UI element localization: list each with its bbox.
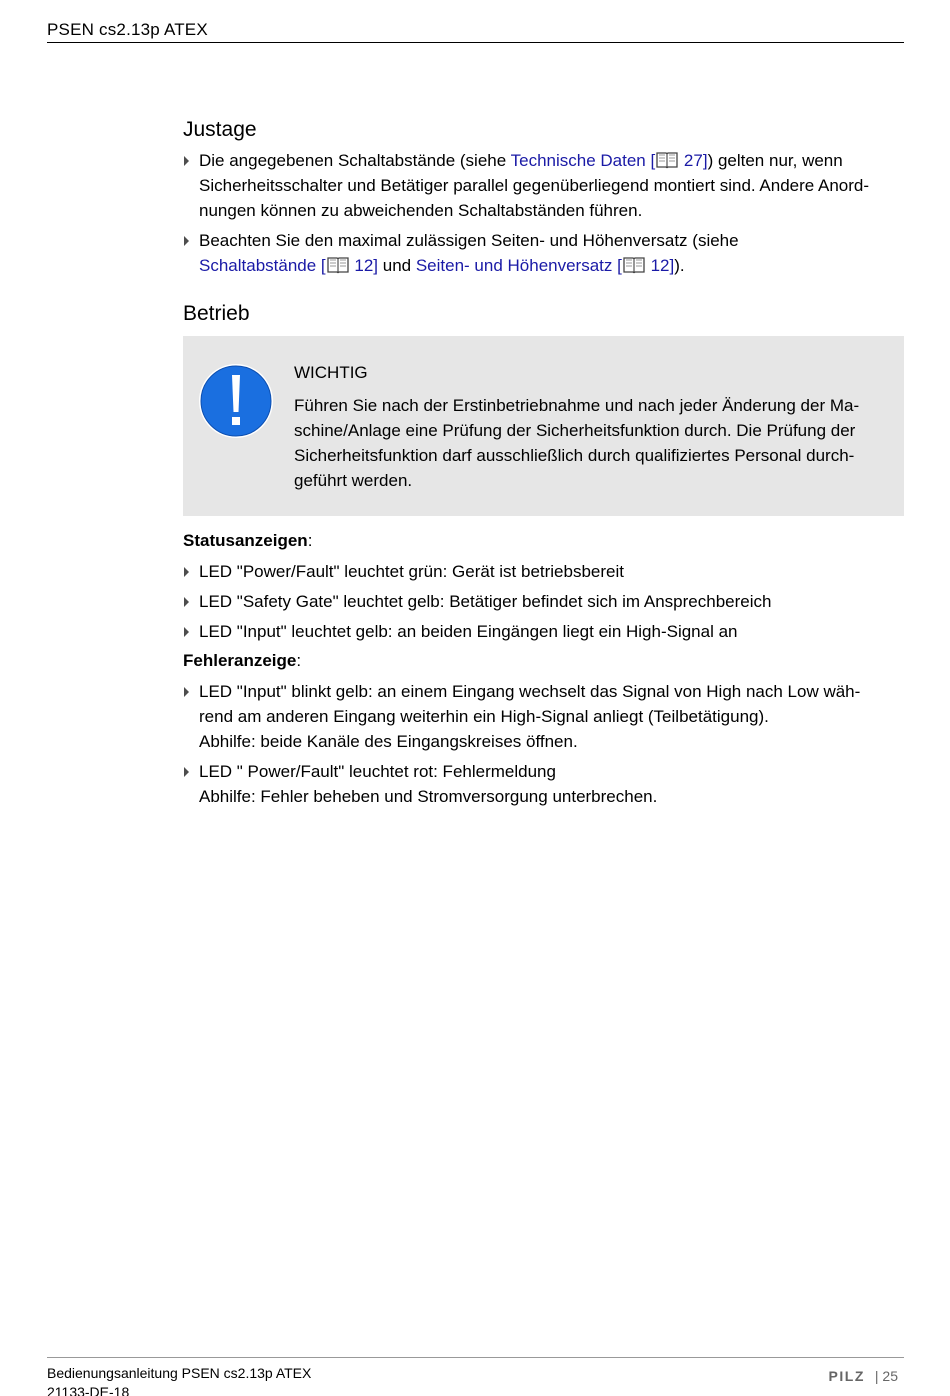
- fehler-list: [183, 679, 904, 809]
- page-number: | 25: [874, 1368, 898, 1384]
- fehler-item-2-line2: Abhilfe: Fehler beheben und Stromversorgung unterbrechen.: [199, 787, 658, 806]
- seitenversatz-link[interactable]: [416, 256, 674, 275]
- notice-body: [294, 361, 889, 493]
- bullet-arrow-icon: [184, 156, 189, 166]
- status-label: [183, 529, 904, 553]
- fehler-item-2-line1: LED " Power/Fault" leuchtet rot: Fehlermeldung: [199, 762, 556, 781]
- status-item-text: LED "Input" leuchtet gelb: an beiden Eingängen liegt ein High-Signal an: [199, 622, 738, 641]
- footer-right: [829, 1368, 898, 1384]
- justage-item-1-post: ) gelten nur, wenn: [707, 151, 843, 170]
- notice-text: [294, 393, 889, 493]
- exclamation-icon: [197, 362, 275, 440]
- seitenversatz-link-page: 12]: [645, 256, 675, 275]
- fehler-label-text: Fehleranzeige: [183, 651, 297, 670]
- fehler-item-1-line1: LED "Input" blinkt gelb: an einem Eingang wechselt das Signal von High nach Low wäh-: [199, 682, 861, 701]
- header-title: PSEN cs2.13p ATEX: [47, 20, 208, 39]
- status-label-text: Statusanzeigen: [183, 531, 308, 550]
- justage-item-1-line2: Sicherheitsschalter und Betätiger parallel gegenüberliegend montiert sind. Andere Anord-: [199, 176, 870, 195]
- bullet-arrow-icon: [184, 627, 189, 637]
- bullet-arrow-icon: [184, 567, 189, 577]
- justage-item-2-between: und: [378, 256, 416, 275]
- fehler-item-1-line2: rend am anderen Eingang weiterhin ein High-Signal anliegt (Teilbetätigung).: [199, 707, 769, 726]
- schaltabstaende-link-text: Schaltabstände [: [199, 256, 326, 275]
- page-content: [183, 116, 904, 814]
- seitenversatz-link-text: Seiten- und Höhenversatz [: [415, 256, 622, 275]
- notice-title: WICHTIG: [294, 363, 368, 382]
- fehler-label-colon: :: [296, 651, 302, 670]
- bullet-arrow-icon: [184, 236, 189, 246]
- book-icon: [656, 151, 678, 169]
- status-list: [183, 559, 904, 644]
- footer-doc-number: 21133-DE-18: [47, 1384, 130, 1396]
- fehler-item-2: [183, 759, 904, 809]
- technische-daten-link-page: 27]: [679, 151, 708, 170]
- notice-line: schine/Anlage eine Prüfung der Sicherheitsfunktion durch. Die Prüfung der: [294, 421, 856, 440]
- pilz-logo: PILZ: [828, 1368, 865, 1384]
- justage-item-2-post: ).: [674, 256, 685, 275]
- important-notice: [183, 336, 904, 516]
- status-item: [183, 559, 904, 584]
- schaltabstaende-link[interactable]: [199, 256, 378, 275]
- bullet-arrow-icon: [184, 687, 189, 697]
- footer-doc-title: Bedienungsanleitung PSEN cs2.13p ATEX: [47, 1365, 312, 1381]
- notice-line: Sicherheitsfunktion darf ausschließlich durch qualifiziertes Personal durch-: [294, 446, 855, 465]
- bullet-arrow-icon: [184, 767, 189, 777]
- justage-item-2-line1: Beachten Sie den maximal zulässigen Seiten- und Höhenversatz (siehe: [199, 231, 739, 250]
- status-item: [183, 589, 904, 614]
- status-label-colon: :: [307, 531, 313, 550]
- technische-daten-link-text: Technische Daten [: [510, 151, 656, 170]
- justage-list: [183, 148, 904, 278]
- justage-item-2: [183, 228, 904, 278]
- book-icon: [327, 256, 349, 274]
- status-item: [183, 619, 904, 644]
- justage-item-1: [183, 148, 904, 223]
- book-icon: [623, 256, 645, 274]
- notice-line: geführt werden.: [294, 471, 413, 490]
- bullet-arrow-icon: [184, 597, 189, 607]
- fehler-label: [183, 649, 904, 673]
- schaltabstaende-link-page: 12]: [349, 256, 379, 275]
- status-item-text: LED "Power/Fault" leuchtet grün: Gerät ist betriebsbereit: [199, 562, 624, 581]
- page-footer: [47, 1357, 904, 1396]
- fehler-item-1-line3: Abhilfe: beide Kanäle des Eingangskreises öffnen.: [199, 732, 578, 751]
- notice-line: Führen Sie nach der Erstinbetriebnahme und nach jeder Änderung der Ma-: [294, 396, 860, 415]
- page-header: [47, 19, 904, 43]
- status-item-text: LED "Safety Gate" leuchtet gelb: Betätiger befindet sich im Ansprechbereich: [199, 592, 772, 611]
- fehler-item-1: [183, 679, 904, 754]
- justage-heading: Justage: [183, 118, 257, 141]
- justage-item-1-line3: nungen können zu abweichenden Schaltabständen führen.: [199, 201, 643, 220]
- justage-item-1-pre: Die angegebenen Schaltabstände (siehe: [199, 151, 511, 170]
- betrieb-heading: Betrieb: [183, 302, 250, 325]
- technische-daten-link[interactable]: [511, 151, 708, 170]
